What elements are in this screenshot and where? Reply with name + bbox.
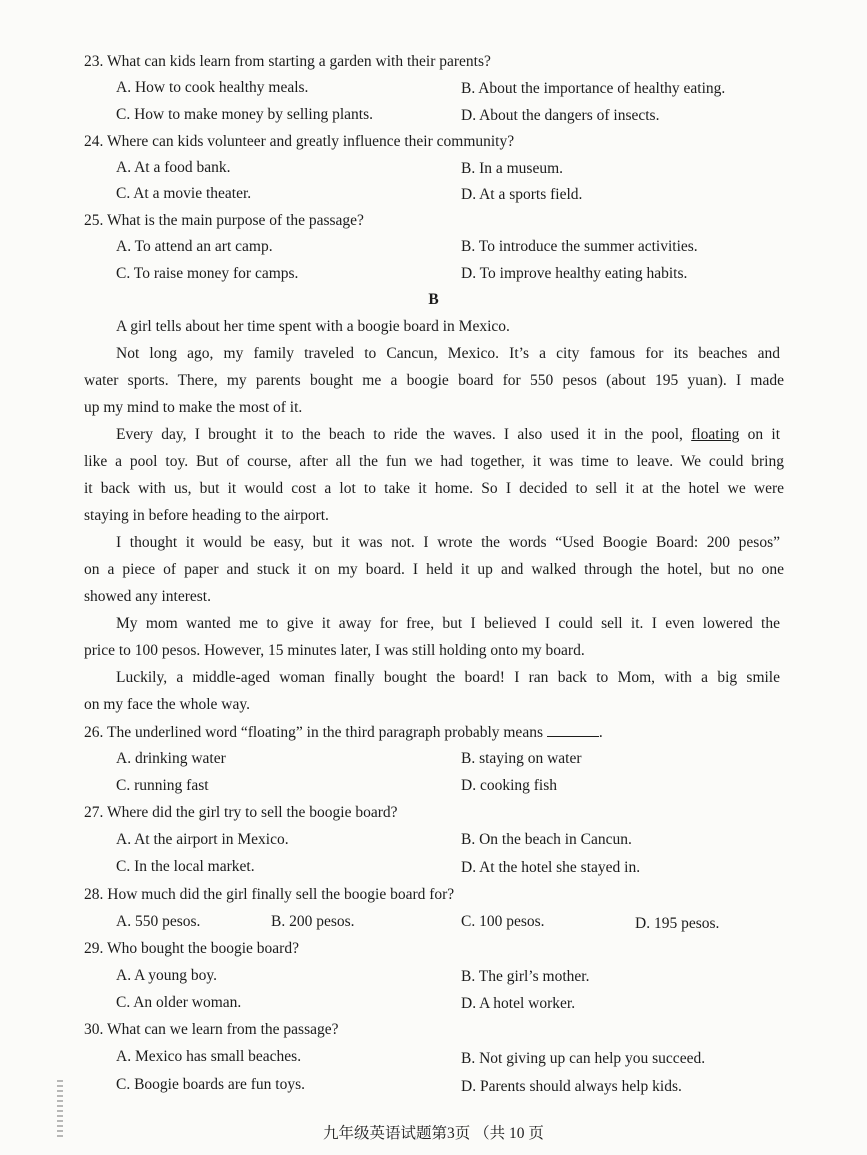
page-footer: 九年级英语试题第3页 （共 10 页 <box>323 1125 544 1142</box>
question-28: 28. How much did the girl finally sell the boogie board for? <box>84 886 455 903</box>
passage-p2-line4: staying in before heading to the airport. <box>84 507 329 524</box>
q25-option-c: C. To raise money for camps. <box>116 265 299 282</box>
q25-option-b: B. To introduce the summer activities. <box>461 238 698 255</box>
question-26-end: . <box>598 724 603 741</box>
q30-option-c: C. Boogie boards are fun toys. <box>116 1076 305 1093</box>
q23-option-d: D. About the dangers of insects. <box>461 107 660 124</box>
passage-p5-line1: Luckily, a middle-aged woman finally bought the board! I ran back to Mom, with a big smile <box>116 669 780 686</box>
q28-option-d: D. 195 pesos. <box>635 915 720 932</box>
q24-option-c: C. At a movie theater. <box>116 185 252 202</box>
q30-option-d: D. Parents should always help kids. <box>461 1078 682 1095</box>
q26-option-b: B. staying on water <box>461 750 582 767</box>
q26-option-a: A. drinking water <box>116 750 226 767</box>
passage-p3-line3: showed any interest. <box>84 588 211 605</box>
question-30: 30. What can we learn from the passage? <box>84 1021 339 1038</box>
question-26-text: 26. The underlined word “floating” in the third paragraph probably means <box>84 724 543 741</box>
q27-option-b: B. On the beach in Cancun. <box>461 831 632 848</box>
q30-option-a: A. Mexico has small beaches. <box>116 1048 302 1065</box>
passage-p3-line1: I thought it would be easy, but it was not. I wrote the words “Used Boogie Board: 200 pesos” <box>116 534 780 551</box>
q25-option-d: D. To improve healthy eating habits. <box>461 265 688 282</box>
q27-option-a: A. At the airport in Mexico. <box>116 831 289 848</box>
q24-option-a: A. At a food bank. <box>116 159 231 176</box>
q23-option-a: A. How to cook healthy meals. <box>116 79 309 96</box>
answer-blank <box>547 722 599 737</box>
question-29: 29. Who bought the boogie board? <box>84 940 299 957</box>
underlined-word: floating <box>691 426 740 443</box>
passage-p4-line1: My mom wanted me to give it away for free, but I believed I could sell it. I even lowered the <box>116 615 780 632</box>
q24-option-d: D. At a sports field. <box>461 186 583 203</box>
top-margin <box>0 0 867 52</box>
question-23: 23. What can kids learn from starting a garden with their parents? <box>84 53 491 70</box>
q29-option-a: A. A young boy. <box>116 967 218 984</box>
q28-option-a: A. 550 pesos. <box>116 913 201 930</box>
question-26 <box>84 722 603 743</box>
passage-p2-before: Every day, I brought it to the beach to ride the waves. I also used it in the pool, <box>116 426 683 443</box>
passage-p2-line1 <box>116 425 780 445</box>
q28-option-c: C. 100 pesos. <box>461 913 545 930</box>
q30-option-b: B. Not giving up can help you succeed. <box>461 1050 706 1067</box>
passage-p1-line1: Not long ago, my family traveled to Cancun, Mexico. It’s a city famous for its beaches and <box>116 345 780 362</box>
section-b-heading: B <box>428 291 439 308</box>
q28-option-b: B. 200 pesos. <box>271 913 355 930</box>
q27-option-d: D. At the hotel she stayed in. <box>461 859 641 876</box>
q25-option-a: A. To attend an art camp. <box>116 238 273 255</box>
q29-option-b: B. The girl’s mother. <box>461 968 590 985</box>
passage-p4-line2: price to 100 pesos. However, 15 minutes later, I was still holding onto my board. <box>84 642 585 659</box>
q23-option-b: B. About the importance of healthy eating. <box>461 80 726 97</box>
passage-p1-line3: up my mind to make the most of it. <box>84 399 303 416</box>
passage-p2-line3: it back with us, but it would cost a lot to take it home. So I decided to sell it at the hotel we were <box>84 480 784 497</box>
passage-p1-line2: water sports. There, my parents bought me a boogie board for 550 pesos (about 195 yuan). I made <box>84 372 784 389</box>
q23-option-c: C. How to make money by selling plants. <box>116 106 374 123</box>
q29-option-c: C. An older woman. <box>116 994 242 1011</box>
q26-option-c: C. running fast <box>116 777 209 794</box>
q27-option-c: C. In the local market. <box>116 858 255 875</box>
q29-option-d: D. A hotel worker. <box>461 995 576 1012</box>
passage-p2-line2: like a pool toy. But of course, after all the fun we had together, it was time to leave. We could bring <box>84 453 784 470</box>
question-24: 24. Where can kids volunteer and greatly influence their community? <box>84 133 515 150</box>
question-25: 25. What is the main purpose of the passage? <box>84 212 364 229</box>
question-27: 27. Where did the girl try to sell the boogie board? <box>84 804 398 821</box>
passage-p3-line2: on a piece of paper and stuck it on my board. I held it up and walked through the hotel, but no one <box>84 561 784 578</box>
q26-option-d: D. cooking fish <box>461 777 558 794</box>
q24-option-b: B. In a museum. <box>461 160 564 177</box>
passage-p5-line2: on my face the whole way. <box>84 696 250 713</box>
passage-p2-after: on it <box>747 426 781 443</box>
passage-intro: A girl tells about her time spent with a boogie board in Mexico. <box>116 318 510 335</box>
